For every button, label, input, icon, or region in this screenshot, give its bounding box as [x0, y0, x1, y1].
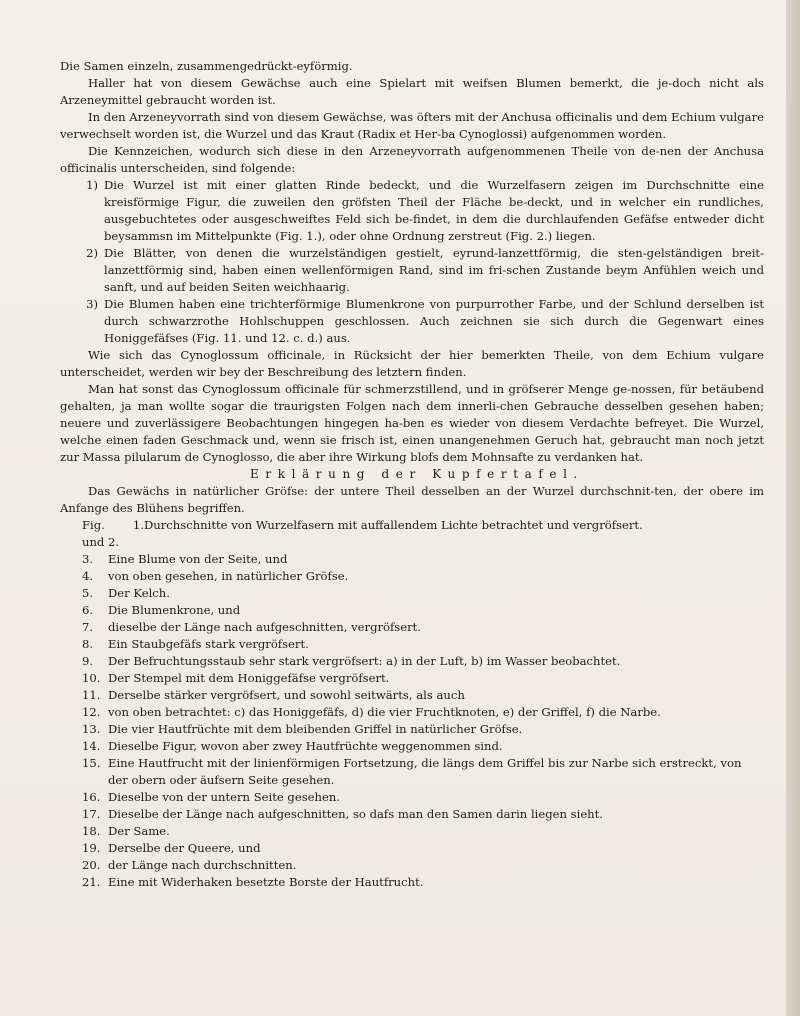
figure-text: der Länge nach durchschnitten.	[108, 858, 297, 872]
figure-text: Dieselbe Figur, wovon aber zwey Hautfrüchte weggenommen sind.	[108, 739, 503, 753]
list-item	[60, 245, 764, 296]
figure-entry	[60, 602, 764, 619]
page-edge	[786, 0, 800, 1016]
figure-number: 17.	[82, 807, 101, 821]
figure-entry	[60, 636, 764, 653]
figure-entry	[60, 857, 764, 874]
figure-entry	[60, 755, 764, 789]
figure-text: Derselbe stärker vergröfsert, und sowohl seitwärts, als auch	[108, 688, 465, 702]
paragraph-echium: Wie sich das Cynoglossum officinale, in Rücksicht der hier bemerkten Theile, von dem Echium vulgare unterscheidet, werden wir bey der Beschreibung des letztern finden.	[60, 348, 764, 379]
figure-text: Der Same.	[108, 824, 170, 838]
paragraph-seeds: Die Samen einzeln, zusammengedrückt-eyförmig.	[60, 59, 353, 73]
figure-number: 6.	[82, 603, 94, 617]
figure-number: 20.	[82, 858, 101, 872]
figure-number: 3.	[82, 552, 94, 566]
figure-entry	[60, 738, 764, 755]
figure-entry	[60, 806, 764, 823]
list-item	[60, 296, 764, 347]
figure-number: 12.	[82, 705, 101, 719]
figure-number: 7.	[82, 620, 94, 634]
paragraph-gebrauch: Man hat sonst das Cynoglossum officinale für schmerzstillend, und in gröfserer Menge ge-nossen, für betäubend gehalten, ja man wollte sogar die traurigsten Folgen nach dem innerli-chen Gebrauche desselben gesehen haben; neuere und zuverlässigere Beobachtungen hingegen ha-ben es wieder von diesem Verdachte befreyet. Die Wurzel, welche einen faden Geschmack und, wenn sie frisch ist, einen unangenehmen Geruch hat, gebraucht man noch jetzt zur Massa pilularum de Cynoglosso, die aber ihre Wirkung blofs dem Mohnsafte zu verdanken hat.	[60, 382, 764, 464]
figure-number: 10.	[82, 671, 101, 685]
figure-text: Eine Blume von der Seite, und	[108, 552, 288, 566]
figure-entry	[60, 704, 764, 721]
figure-text: Dieselbe von der untern Seite gesehen.	[108, 790, 340, 804]
figure-text: Der Befruchtungsstaub sehr stark vergröfsert: a) in der Luft, b) im Wasser beobachtet.	[108, 654, 621, 668]
figure-text: Der Kelch.	[108, 586, 170, 600]
item-number: 3)	[86, 297, 98, 311]
figure-entry	[60, 670, 764, 687]
figure-number: 5.	[82, 586, 94, 600]
figure-entry	[60, 517, 764, 551]
figure-text: Der Stempel mit dem Honiggefäfse vergröfsert.	[108, 671, 390, 685]
figure-number: 9.	[82, 654, 94, 668]
figure-text: Dieselbe der Länge nach aufgeschnitten, so dafs man den Samen darin liegen sieht.	[108, 807, 603, 821]
figure-number: 8.	[82, 637, 94, 651]
figure-number: 19.	[82, 841, 101, 855]
figure-number: 18.	[82, 824, 101, 838]
figure-text: von oben betrachtet: c) das Honiggefäfs, d) die vier Fruchtknoten, e) der Griffel, f) die Narbe.	[108, 705, 661, 719]
figure-entry	[60, 789, 764, 806]
item-text: Die Wurzel ist mit einer glatten Rinde bedeckt, und die Wurzelfasern zeigen im Durchschnitte eine kreisförmige Figur, die zuweilen den gröfsten Theil der Fläche be-deckt, und in welcher ein rundliches, ausgebuchtetes oder ausgeschweiftes Feld sich be-findet, in dem die durchlaufenden Gefäfse entweder dicht beysammsn im Mittelpunkte (Fig. 1.), oder ohne Ordnung zerstreut (Fig. 2.) liegen.	[104, 178, 764, 243]
figure-number: Fig. 1. und 2.	[82, 518, 144, 549]
figure-text: von oben gesehen, in natürlicher Gröfse.	[108, 569, 349, 583]
section-heading: Erklärung der Kupfertafel.	[250, 467, 584, 481]
figure-entry	[60, 874, 764, 891]
characteristics-list	[60, 177, 764, 347]
paragraph-kennzeichen: Die Kennzeichen, wodurch sich diese in den Arzeneyvorrath aufgenommenen Theile von de-nen der Anchusa officinalis unterscheiden, sind folgende:	[60, 144, 764, 175]
figure-number: 15.	[82, 756, 101, 770]
item-number: 1)	[86, 178, 98, 192]
figure-entry	[60, 840, 764, 857]
figure-text: Ein Staubgefäfs stark vergröfsert.	[108, 637, 309, 651]
item-number: 2)	[86, 246, 98, 260]
figure-entry	[60, 551, 764, 568]
figure-text: Die Blumenkrone, und	[108, 603, 241, 617]
paragraph-arzeneyvorrath: In den Arzeneyvorrath sind von diesem Gewächse, was öfters mit der Anchusa officinalis und dem Echium vulgare verwechselt worden ist, die Wurzel und das Kraut (Radix et Her-ba Cynoglossi) aufgenommen worden.	[60, 110, 764, 141]
figure-text: dieselbe der Länge nach aufgeschnitten, vergröfsert.	[108, 620, 421, 634]
figure-number: 16.	[82, 790, 101, 804]
figure-text: Eine Hautfrucht mit der linienförmigen Fortsetzung, die längs dem Griffel bis zur Narbe sich erstreckt, von der obern oder äufsern Seite gesehen.	[108, 756, 742, 787]
item-text: Die Blätter, von denen die wurzelständigen gestielt, eyrund-lanzettförmig, die sten-gelständigen breit-lanzettförmig sind, haben einen wellenförmigen Rand, sind im fri-schen Zustande beym Anfühlen weich und sanft, und auf beiden Seiten weichhaarig.	[104, 246, 764, 294]
figure-entry	[60, 721, 764, 738]
figure-number: 11.	[82, 688, 101, 702]
paragraph-haller: Haller hat von diesem Gewächse auch eine Spielart mit weifsen Blumen bemerkt, die je-doch nicht als Arzeneymittel gebraucht worden ist.	[60, 76, 764, 107]
list-item	[60, 177, 764, 245]
figure-text: Durchschnitte von Wurzelfasern mit auffallendem Lichte betrachtet und vergröfsert.	[144, 518, 643, 532]
figure-entry	[60, 653, 764, 670]
figure-number: 21.	[82, 875, 101, 889]
figure-number: 14.	[82, 739, 101, 753]
figure-text: Derselbe der Queere, und	[108, 841, 261, 855]
figure-text: Eine mit Widerhaken besetzte Borste der Hautfrucht.	[108, 875, 424, 889]
figure-list	[60, 551, 764, 891]
figure-text: Die vier Hautfrüchte mit dem bleibenden Griffel in natürlicher Gröfse.	[108, 722, 523, 736]
paragraph-plate-intro: Das Gewächs in natürlicher Gröfse: der untere Theil desselben an der Wurzel durchschnit-ten, der obere im Anfange des Blühens begriffen.	[60, 484, 764, 515]
text-block	[60, 58, 764, 891]
figure-entry	[60, 823, 764, 840]
figure-entry	[60, 687, 764, 704]
figure-number: 4.	[82, 569, 94, 583]
figure-entry	[60, 619, 764, 636]
figure-entry	[60, 585, 764, 602]
item-text: Die Blumen haben eine trichterförmige Blumenkrone von purpurrother Farbe, und der Schlund derselben ist durch schwarzrothe Hohlschuppen geschlossen. Auch zeichnen sie sich durch die Gegenwart eines Honiggefäfses (Fig. 11. und 12. c. d.) aus.	[104, 297, 764, 345]
figure-number: 13.	[82, 722, 101, 736]
figure-entry	[60, 568, 764, 585]
